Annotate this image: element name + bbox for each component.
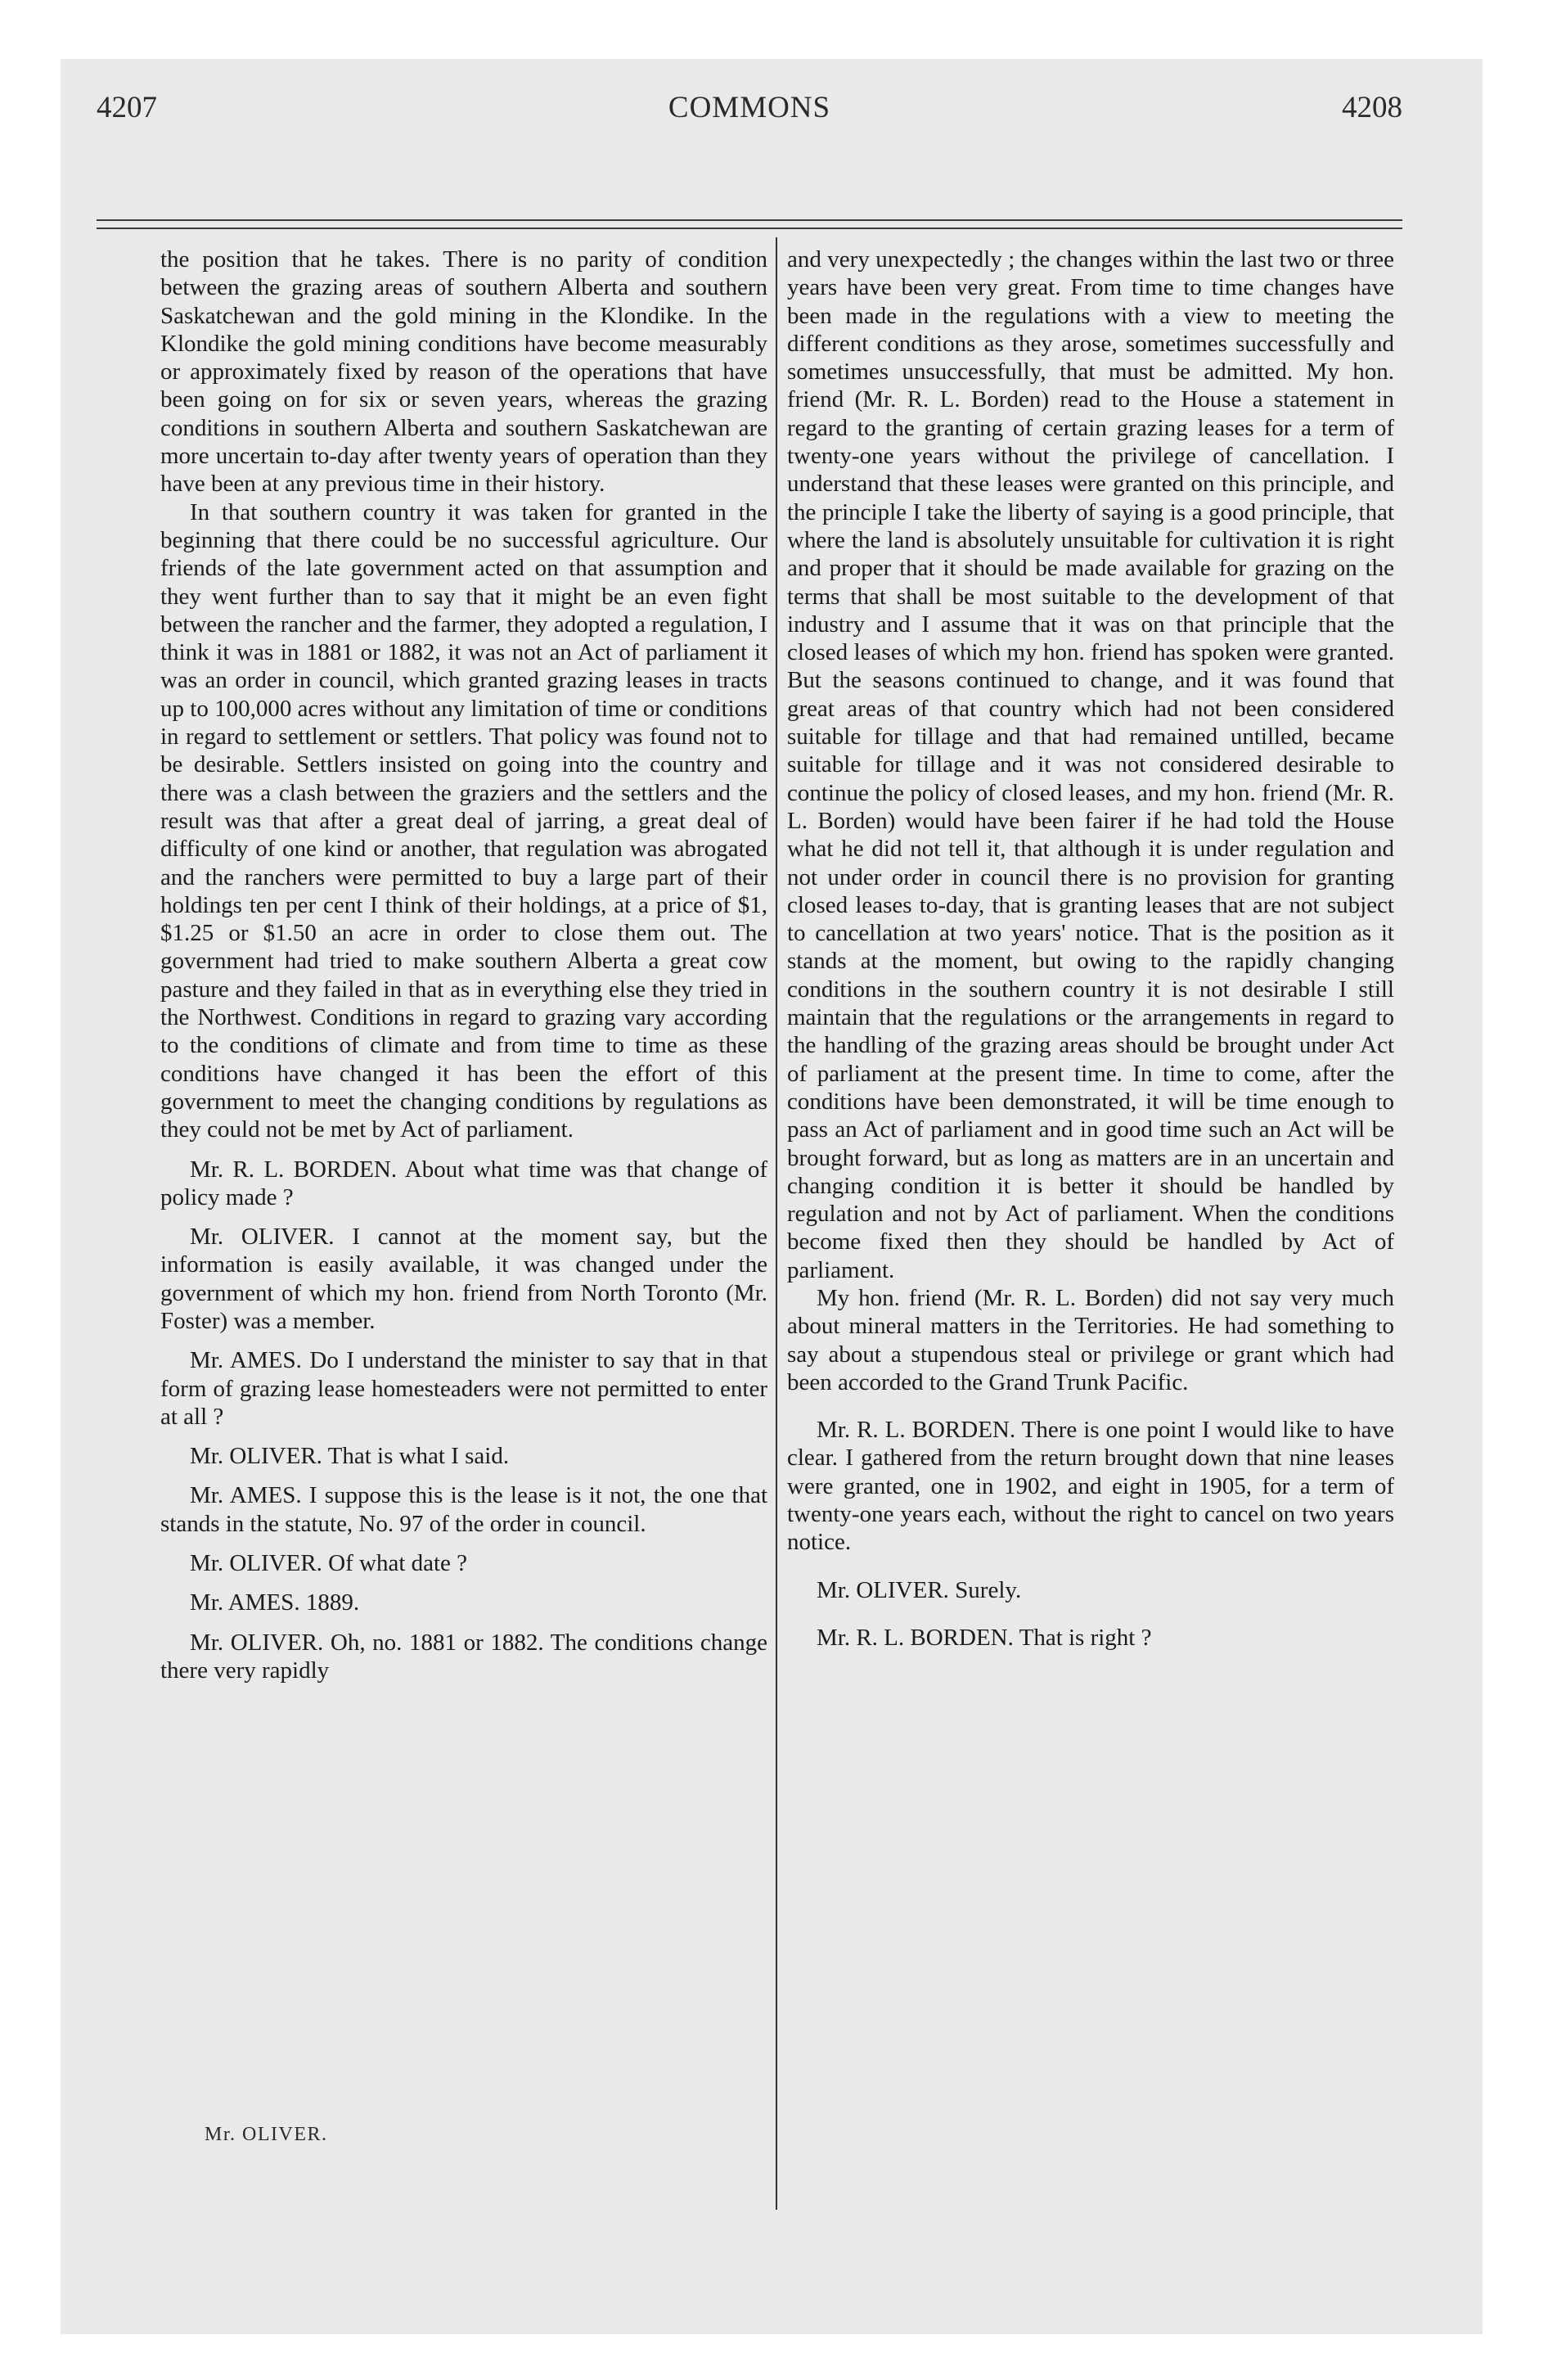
catchword: Mr. OLIVER. xyxy=(205,2124,328,2145)
paragraph: In that southern country it was taken for granted in the beginning that there could be no successful agriculture. Our friends of the late government acted on that assumption and they went further than to say that it might be an even fight between the rancher and the farmer, they adopted a regulation, I think it was in 1881 or 1882, it was not an Act of parliament it was an order in council, which granted grazing leases in tracts up to 100,000 acres without any limitation of time or conditions in regard to settlement or settlers. That policy was found not to be desirable. Settlers insisted on going into the country and there was a clash between the graziers and the settlers and the result was that after a great deal of jarring, a great deal of difficulty of one kind or another, that regulation was abrogated and the ranchers were permitted to buy a large part of their holdings ten per cent I think of their holdings, at a price of $1, $1.25 or $1.50 an acre in order to close them out. The government had tried to make southern Alberta a great cow pasture and they failed in that as in everything else they tried in the Northwest. Conditions in regard to grazing vary according to the conditions of climate and from time to time as these conditions have changed it has been the effort of this government to meet the changing conditions by regulations as they could not be met by Act of parliament. xyxy=(160,498,767,1143)
speaker-paragraph: Mr. OLIVER. Surely. xyxy=(817,1576,1022,1603)
speaker-paragraph: Mr. OLIVER. Oh, no. 1881 or 1882. The conditions change there very rapidly xyxy=(160,1629,767,1684)
speaker-paragraph: Mr. R. L. BORDEN. That is right ? xyxy=(817,1624,1152,1651)
speaker-paragraph: Mr. OLIVER. I cannot at the moment say, but the information is easily available, it was changed under the government of which my hon. friend from North Toronto (Mr. Foster) was a member. xyxy=(160,1224,767,1334)
page-number-right: 4208 xyxy=(1342,91,1402,124)
speaker-paragraph: Mr. OLIVER. Of what date ? xyxy=(190,1550,468,1577)
header-rule-top xyxy=(97,219,1402,221)
header-rule-bottom xyxy=(97,228,1402,229)
paragraph: My hon. friend (Mr. R. L. Borden) did not say very much about mineral matters in the Territories. He had something to say about a stupendous steal or privilege or grant which had been accorded to the Grand Trunk Pacific. xyxy=(787,1284,1394,1395)
speaker-paragraph: Mr. AMES. I suppose this is the lease is it not, the one that stands in the statute, No. 97 of the order in council. xyxy=(160,1482,767,1537)
speaker-paragraph: Mr. R. L. BORDEN. About what time was that change of policy made ? xyxy=(160,1156,767,1210)
column-divider xyxy=(776,237,777,2210)
left-column xyxy=(160,246,767,1684)
speaker-paragraph: Mr. OLIVER. That is what I said. xyxy=(190,1443,510,1470)
paragraph: the position that he takes. There is no parity of condition between the grazing areas of southern Alberta and southern Saskatchewan and the gold mining in the Klondike. In the Klondike the gold mining conditions have become measurably or approximately fixed by reason of the operations that have been going on for six or seven years, whereas the grazing conditions in southern Alberta and southern Saskatchewan are more uncertain to-day after twenty years of operation than they have been at any previous time in their history. xyxy=(160,246,767,498)
paragraph: and very unexpectedly ; the changes within the last two or three years have been very great. From time to time changes have been made in the regulations with a view to meeting the different conditions as they arose, sometimes successfully and sometimes unsuccessfully, that must be admitted. My hon. friend (Mr. R. L. Borden) read to the House a statement in regard to the granting of certain grazing leases for a term of twenty-one years without the privilege of cancellation. I understand that these leases were granted on this principle, and the principle I take the liberty of saying is a good principle, that where the land is absolutely unsuitable for cultivation it is right and proper that it should be made available for grazing on the terms that shall be most suitable to the development of that industry and I assume that it was on that principle that the closed leases of which my hon. friend has spoken were granted. But the seasons continued to change, and it was found that great areas of that country which had not been considered suitable for tillage and that had remained untilled, became suitable for tillage and it was not considered desirable to continue the policy of closed leases, and my hon. friend (Mr. R. L. Borden) would have been fairer if he had told the House what he did not tell it, that although it is under regulation and not under order in council there is no provision for granting closed leases to-day, that is granting leases that are not subject to cancellation at two years' notice. That is the position as it stands at the moment, but owing to the rapidly changing conditions in the southern country it is not desirable I still maintain that the regulations or the arrangements in regard to the handling of the grazing areas should be brought under Act of parliament at the present time. In time to come, after the conditions have been demonstrated, it will be time enough to pass an Act of parliament and in good time such an Act will be brought forward, but as long as matters are in an uncertain and changing condition it is better it should be handled by regulation and not by Act of parliament. When the conditions become fixed then they should be handled by Act of parliament. xyxy=(787,246,1394,1283)
page-title: COMMONS xyxy=(668,91,831,124)
page-number-left: 4207 xyxy=(97,91,157,124)
running-head xyxy=(97,90,1402,139)
speaker-paragraph: Mr. AMES. 1889. xyxy=(190,1589,360,1616)
speaker-paragraph: Mr. R. L. BORDEN. There is one point I would like to have clear. I gathered from the return brought down that nine leases were granted, one in 1902, and eight in 1905, for a term of twenty-one years each, without the right to cancel on two years notice. xyxy=(787,1417,1394,1556)
speaker-paragraph: Mr. AMES. Do I understand the minister to say that in that form of grazing lease homesteaders were not permitted to enter at all ? xyxy=(160,1347,767,1430)
right-column xyxy=(787,246,1394,1652)
